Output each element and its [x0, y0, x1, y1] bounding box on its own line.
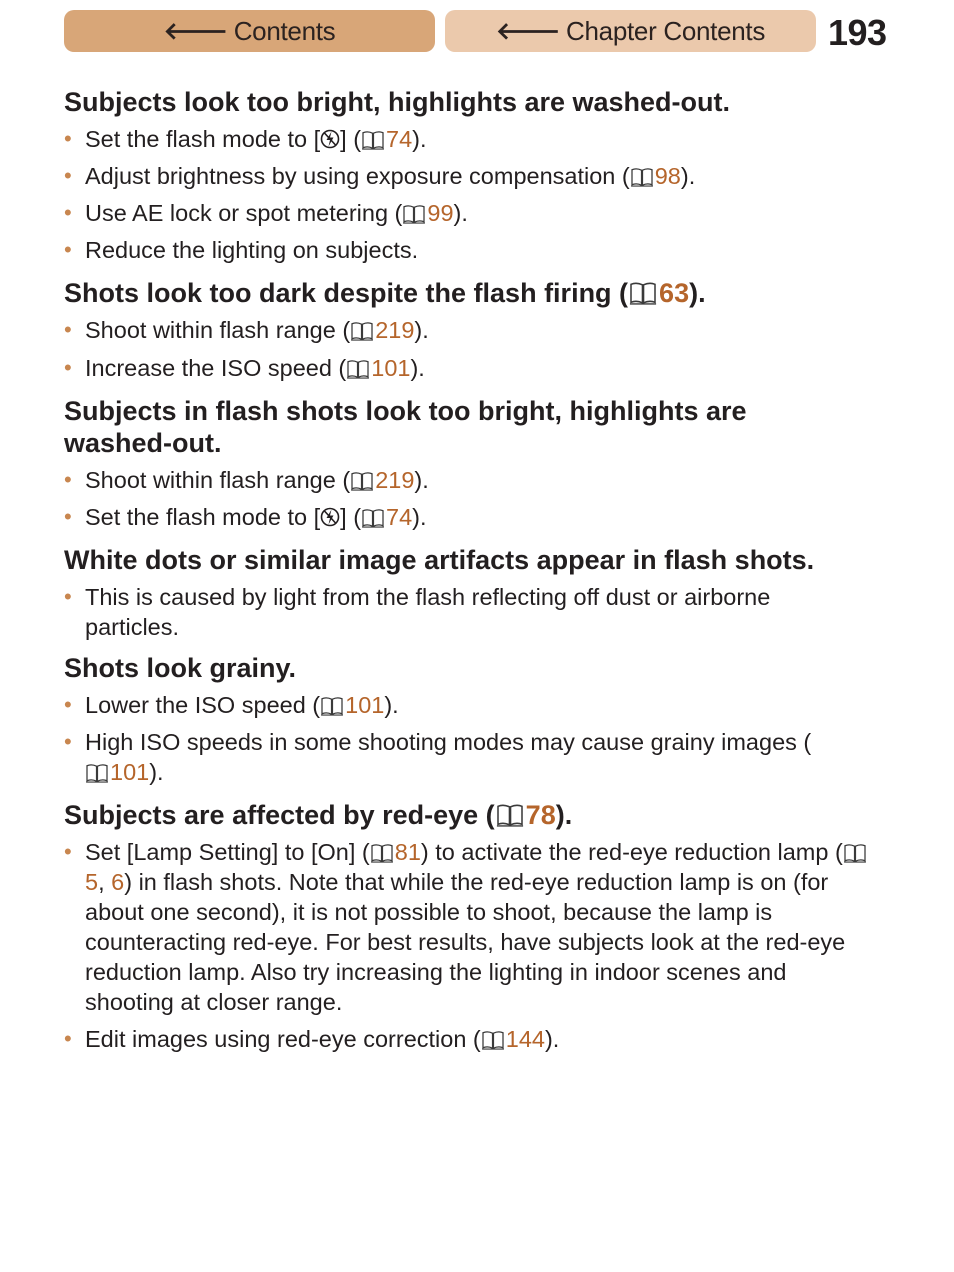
- section-heading: Subjects in flash shots look too bright, highlights are washed-out.: [64, 396, 747, 458]
- list-item: • Lower the ISO speed ( 101).: [64, 692, 399, 718]
- bullet-icon: •: [64, 839, 72, 864]
- chapter-contents-button[interactable]: [445, 10, 816, 52]
- bullet-list: [64, 837, 876, 1054]
- chapter-contents-label: Chapter Contents: [566, 15, 766, 46]
- page-reference-link[interactable]: 144: [481, 1026, 545, 1052]
- left-arrow-icon: 🡐: [495, 18, 561, 45]
- list-item: • Reduce the lighting on subjects.: [64, 237, 419, 263]
- book-reference-icon: [85, 763, 109, 783]
- contents-label: Contents: [233, 15, 336, 46]
- left-arrow-icon: 🡐: [163, 18, 228, 45]
- book-reference-icon: [361, 130, 385, 150]
- bullet-icon: •: [64, 200, 72, 225]
- list-item: • Shoot within flash range ( 219).: [64, 467, 429, 493]
- page-reference-link[interactable]: 5: [85, 839, 868, 895]
- page-reference-link[interactable]: 81: [370, 839, 421, 865]
- book-reference-icon: [346, 359, 370, 379]
- page-content: [64, 84, 884, 1054]
- bullet-icon: •: [64, 317, 72, 342]
- book-reference-icon: [402, 204, 426, 224]
- bullet-icon: •: [64, 237, 72, 262]
- page-reference-link[interactable]: 78: [495, 800, 556, 830]
- list-item: • Increase the ISO speed ( 101).: [64, 355, 425, 381]
- book-reference-icon: [350, 321, 374, 341]
- flash-off-icon: [320, 506, 340, 528]
- book-reference-icon: [481, 1030, 505, 1050]
- list-item: • Adjust brightness by using exposure compensation ( 98).: [64, 163, 696, 189]
- bullet-icon: •: [64, 355, 72, 380]
- flash-off-icon: [320, 128, 340, 150]
- bullet-list: [64, 690, 834, 787]
- list-item: • Set the flash mode to [ ] ( 74).: [64, 126, 427, 152]
- book-reference-icon: [370, 843, 394, 863]
- page-reference-link[interactable]: 98: [630, 163, 681, 189]
- section-heading: Shots look too dark despite the flash firing ( 63).: [64, 278, 706, 308]
- bullet-icon: •: [64, 584, 72, 609]
- list-item: • Use AE lock or spot metering ( 99).: [64, 200, 468, 226]
- book-reference-icon: [361, 508, 385, 528]
- page-reference-link[interactable]: 74: [361, 504, 412, 530]
- bullet-icon: •: [64, 692, 72, 717]
- bullet-list: [64, 315, 884, 383]
- bullet-icon: •: [64, 126, 72, 151]
- page-reference-link[interactable]: 6: [111, 869, 125, 895]
- bullet-icon: •: [64, 467, 72, 492]
- section-heading: Subjects look too bright, highlights are washed-out.: [64, 87, 731, 117]
- list-item: • Set the flash mode to [ ] ( 74).: [64, 504, 427, 530]
- book-reference-icon: [320, 696, 344, 716]
- bullet-icon: •: [64, 1026, 72, 1051]
- page-reference-link[interactable]: 101: [346, 355, 410, 381]
- section-heading: White dots or similar image artifacts appear in flash shots.: [64, 545, 815, 575]
- list-item: • This is caused by light from the flash reflecting off dust or airborne particles.: [64, 584, 771, 640]
- page-reference-link[interactable]: 219: [350, 317, 414, 343]
- book-reference-icon: [630, 167, 654, 187]
- book-reference-icon: [628, 281, 658, 305]
- list-item: • High ISO speeds in some shooting modes may cause grainy images (101).: [64, 729, 812, 785]
- bullet-icon: •: [64, 729, 72, 754]
- section-heading: Subjects are affected by red-eye ( 78).: [64, 800, 573, 830]
- page-reference-link[interactable]: 219: [350, 467, 414, 493]
- bullet-list: [64, 582, 824, 642]
- book-reference-icon: [495, 803, 525, 827]
- book-reference-icon: [350, 471, 374, 491]
- contents-button[interactable]: [64, 10, 435, 52]
- book-reference-icon: [843, 843, 867, 863]
- page-reference-link[interactable]: 101: [85, 759, 149, 785]
- bullet-list: [64, 124, 884, 265]
- bullet-icon: •: [64, 163, 72, 188]
- page-reference-link[interactable]: 63: [628, 278, 689, 308]
- section-heading: Shots look grainy.: [64, 653, 297, 683]
- page-reference-link[interactable]: 74: [361, 126, 412, 152]
- page-reference-link[interactable]: 99: [402, 200, 453, 226]
- bullet-icon: •: [64, 504, 72, 529]
- page-reference-link[interactable]: 101: [320, 692, 384, 718]
- list-item: • Set [Lamp Setting] to [On] ( 81) to activate the red-eye reduction lamp (5, 6) in flash shots. Note that while the red-eye reduction lamp is on (for about one second), it is not possible to shoot, because the lamp is counteracting red-eye. For best results, have subjects look at the red-eye reduction lamp. Also try increasing the lighting in indoor scenes and shooting at closer range.: [64, 837, 876, 1017]
- bullet-list: [64, 465, 884, 532]
- page-number: 193: [828, 12, 887, 53]
- list-item: • Shoot within flash range ( 219).: [64, 317, 429, 343]
- list-item: • Edit images using red-eye correction ( 144).: [64, 1026, 560, 1052]
